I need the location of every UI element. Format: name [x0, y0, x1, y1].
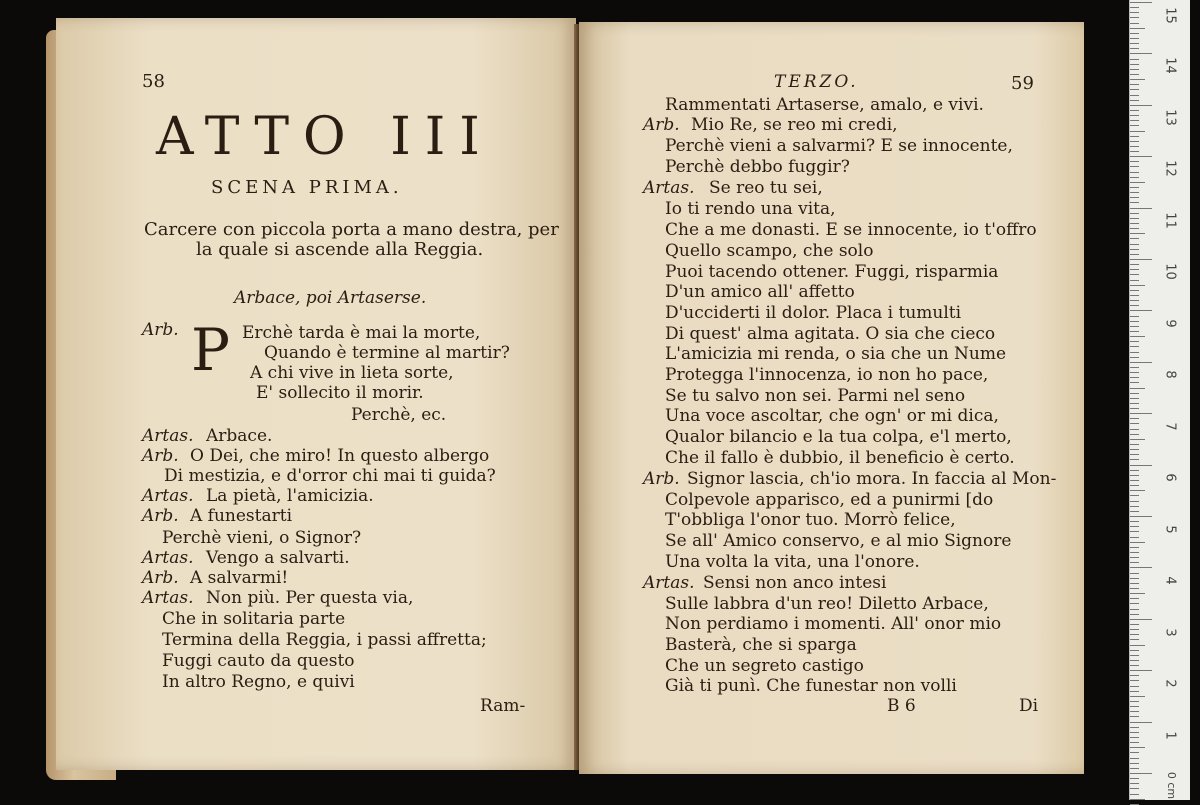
verse-line: Vengo a salvarti.: [206, 548, 350, 568]
ruler-tick: [1130, 603, 1139, 604]
ruler-tick: [1130, 537, 1139, 538]
ruler-tick: [1130, 100, 1139, 101]
ruler-tick: [1130, 357, 1139, 358]
ruler-tick: [1130, 614, 1139, 615]
verse-line: L'amicizia mi renda, o sia che un Nume: [665, 344, 1007, 364]
ruler-tick: [1130, 125, 1139, 126]
ruler-tick: [1130, 346, 1139, 347]
verse-line: Puoi tacendo ottener. Fuggi, risparmia: [665, 262, 999, 282]
ruler-tick: [1130, 2, 1152, 3]
ruler-tick: [1130, 331, 1139, 332]
ruler-tick: [1130, 161, 1139, 162]
verse-line: Termina della Reggia, i passi affretta;: [162, 630, 487, 650]
ruler-tick: [1130, 567, 1152, 568]
ruler-tick: [1130, 454, 1139, 455]
speaker-label: Arb.: [142, 506, 179, 526]
ruler-tick: [1130, 675, 1139, 676]
ruler-tick: [1130, 768, 1139, 769]
ruler-tick: [1130, 660, 1139, 661]
verse-line: Già ti punì. Che funestar non volli: [665, 676, 957, 696]
catchword: Ram-: [480, 696, 526, 716]
ruler-tick: [1130, 197, 1139, 198]
ruler-label: 4: [1162, 576, 1178, 585]
verse-line: Se all' Amico conservo, e al mio Signore: [665, 531, 1012, 551]
ruler-tick: [1130, 367, 1139, 368]
ruler-label: 2: [1162, 679, 1178, 688]
ruler-tick: [1130, 670, 1152, 671]
ruler-tick: [1130, 459, 1139, 460]
ruler-tick: [1130, 598, 1139, 599]
ruler-tick: [1130, 562, 1139, 563]
ruler-tick: [1130, 521, 1139, 522]
ruler-tick: [1130, 28, 1145, 29]
ruler-tick: [1130, 752, 1139, 753]
ruler-tick: [1130, 783, 1139, 784]
ruler-tick: [1130, 249, 1139, 250]
ruler-tick: [1130, 79, 1145, 80]
ruler-tick: [1130, 310, 1152, 311]
verse-line: A chi vive in lieta sorte,: [250, 363, 454, 383]
ruler-tick: [1130, 69, 1139, 70]
verse-line: Quello scampo, che solo: [665, 241, 874, 261]
speaker-label: Artas.: [643, 573, 695, 593]
stage-direction-line-1: Carcere con piccola porta a mano destra, per: [144, 219, 559, 240]
ruler-tick: [1130, 434, 1139, 435]
left-page: [56, 18, 576, 770]
verse-line: Non più. Per questa via,: [206, 588, 414, 608]
ruler-tick: [1130, 280, 1139, 281]
stage-direction-line-2: la quale si ascende alla Reggia.: [196, 239, 484, 260]
ruler-tick: [1130, 449, 1139, 450]
ruler-tick: [1130, 403, 1139, 404]
ruler-tick: [1130, 444, 1139, 445]
ruler-tick: [1130, 105, 1152, 106]
verse-line: Mio Re, se reo mi credi,: [691, 115, 898, 135]
ruler-tick: [1130, 377, 1139, 378]
ruler-tick: [1130, 609, 1139, 610]
drop-cap: P: [191, 316, 231, 384]
ruler-tick: [1130, 588, 1139, 589]
left-page-number: 58: [142, 71, 165, 92]
ruler-tick: [1130, 59, 1139, 60]
ruler-tick: [1130, 480, 1139, 481]
ruler-tick: [1130, 341, 1139, 342]
ruler-tick: [1130, 629, 1139, 630]
ruler-tick: [1130, 156, 1152, 157]
ruler-tick: [1130, 295, 1139, 296]
ruler-tick: [1130, 465, 1152, 466]
ruler-tick: [1130, 439, 1145, 440]
ruler-tick: [1130, 583, 1139, 584]
verse-line: E' sollecito il morir.: [256, 383, 424, 403]
ruler-tick: [1130, 655, 1139, 656]
verse-line: Signor lascia, ch'io mora. In faccia al Mon-: [687, 469, 1057, 489]
ruler-tick: [1130, 501, 1139, 502]
ruler-tick: [1130, 182, 1145, 183]
ruler-tick: [1130, 192, 1139, 193]
speaker-label: Arb.: [142, 568, 179, 588]
ruler-tick: [1130, 218, 1139, 219]
verse-line: Arbace.: [206, 426, 273, 446]
ruler-tick: [1130, 701, 1139, 702]
running-head: TERZO.: [774, 72, 859, 92]
open-book: [46, 10, 1091, 780]
ruler-tick: [1130, 495, 1139, 496]
ruler-tick: [1130, 388, 1145, 389]
ruler-tick: [1130, 321, 1139, 322]
verse-line: Che il fallo è dubbio, il beneficio è certo.: [665, 448, 1015, 468]
ruler-label: 12: [1162, 160, 1178, 177]
verse-line: Una volta la vita, una l'onore.: [665, 552, 920, 572]
ruler-tick: [1130, 788, 1139, 789]
characters-line: Arbace, poi Artaserse.: [234, 288, 427, 308]
ruler-tick: [1130, 166, 1139, 167]
ruler-tick: [1130, 326, 1139, 327]
ruler-tick: [1130, 17, 1139, 18]
ruler-tick: [1130, 763, 1139, 764]
verse-line: Di quest' alma agitata. O sia che cieco: [665, 324, 996, 344]
scene-title: SCENA PRIMA.: [211, 177, 403, 198]
ruler-tick: [1130, 95, 1139, 96]
verse-line: Qualor bilancio e la tua colpa, e'l merto,: [665, 427, 1012, 447]
ruler-tick: [1130, 619, 1152, 620]
verse-line: Che a me donasti. E se innocente, io t'offro: [665, 220, 1037, 240]
ruler-tick: [1130, 43, 1139, 44]
ruler-tick: [1130, 542, 1145, 543]
ruler-tick: [1130, 336, 1145, 337]
ruler-tick: [1130, 398, 1139, 399]
ruler-tick: [1130, 33, 1139, 34]
ruler-tick: [1130, 732, 1139, 733]
ruler-tick: [1130, 506, 1139, 507]
ruler-label: 5: [1162, 525, 1178, 534]
ruler-tick: [1130, 285, 1145, 286]
measuring-ruler: [1129, 0, 1190, 800]
ruler-tick: [1130, 7, 1139, 8]
ruler-tick: [1130, 634, 1139, 635]
speaker-label: Artas.: [142, 426, 194, 446]
verse-line: Erchè tarda è mai la morte,: [242, 323, 481, 343]
verse-line: D'ucciderti il dolor. Placa i tumulti: [665, 303, 962, 323]
ruler-tick: [1130, 187, 1139, 188]
ruler-tick: [1130, 696, 1145, 697]
ruler-tick: [1130, 490, 1145, 491]
verse-line: Se reo tu sei,: [709, 178, 823, 198]
ruler-tick: [1130, 593, 1145, 594]
signature-mark: B 6: [887, 696, 916, 716]
ruler-tick: [1130, 274, 1139, 275]
ruler-tick: [1130, 290, 1139, 291]
verse-line: O Dei, che miro! In questo albergo: [190, 446, 490, 466]
ruler-label: 7: [1162, 422, 1178, 431]
verse-line: Rammentati Artaserse, amalo, e vivi.: [665, 95, 984, 115]
ruler-tick: [1130, 413, 1152, 414]
ruler-tick: [1130, 372, 1139, 373]
speaker-label: Artas.: [142, 588, 194, 608]
ruler-tick: [1130, 269, 1139, 270]
ruler-label: 8: [1162, 370, 1178, 379]
ruler-tick: [1130, 259, 1152, 260]
ruler-tick: [1130, 254, 1139, 255]
verse-line: A funestarti: [190, 506, 293, 526]
speaker-label: Artas.: [643, 178, 695, 198]
ruler-tick: [1130, 737, 1139, 738]
ruler-tick: [1130, 362, 1152, 363]
ruler-tick: [1130, 151, 1139, 152]
ruler-tick: [1130, 639, 1139, 640]
verse-line: D'un amico all' affetto: [665, 282, 855, 302]
ruler-tick: [1130, 238, 1139, 239]
verse-line: Che un segreto castigo: [665, 656, 864, 676]
ruler-tick: [1130, 110, 1139, 111]
ruler-tick: [1130, 89, 1139, 90]
ruler-label: 9: [1162, 319, 1178, 328]
ruler-tick: [1130, 23, 1139, 24]
ruler-tick: [1130, 202, 1139, 203]
ruler-tick: [1130, 115, 1139, 116]
act-title: ATTO III: [156, 107, 494, 167]
ruler-tick: [1130, 531, 1139, 532]
ruler-tick: [1130, 12, 1139, 13]
ruler-tick: [1130, 742, 1139, 743]
ruler-tick: [1130, 516, 1152, 517]
ruler-label: 13: [1162, 109, 1178, 126]
ruler-tick: [1130, 244, 1139, 245]
verse-line: Perchè vieni a salvarmi? E se innocente,: [665, 136, 1013, 156]
ruler-label: 15: [1162, 7, 1178, 24]
ruler-label: 6: [1162, 473, 1178, 482]
ruler-tick: [1130, 578, 1139, 579]
ruler-unit: 0 cm: [1165, 771, 1179, 800]
ruler-tick: [1130, 84, 1139, 85]
ruler-tick: [1130, 794, 1139, 795]
speaker-label: Arb.: [142, 320, 179, 340]
ruler-tick: [1130, 778, 1139, 779]
ruler-tick: [1130, 773, 1152, 774]
ruler-tick: [1130, 393, 1139, 394]
ruler-tick: [1130, 691, 1139, 692]
verse-line: Protegga l'innocenza, io non ho pace,: [665, 365, 989, 385]
ruler-tick: [1130, 716, 1139, 717]
ruler-label: 11: [1162, 212, 1178, 229]
ruler-tick: [1130, 686, 1139, 687]
ruler-tick: [1130, 352, 1139, 353]
ruler-tick: [1130, 758, 1139, 759]
ruler-tick: [1130, 141, 1139, 142]
ruler-tick: [1130, 747, 1145, 748]
speaker-label: Arb.: [643, 469, 680, 489]
verse-line: Fuggi cauto da questo: [162, 651, 355, 671]
ruler-tick: [1130, 38, 1139, 39]
ruler-label: 3: [1162, 628, 1178, 637]
ruler-tick: [1130, 485, 1139, 486]
verse-line: Sensi non anco intesi: [703, 573, 887, 593]
ruler-tick: [1130, 645, 1145, 646]
ruler-tick: [1130, 213, 1139, 214]
verse-line: La pietà, l'amicizia.: [206, 486, 374, 506]
verse-line: Colpevole apparisco, ed a punirmi [do: [665, 490, 994, 510]
ruler-tick: [1130, 136, 1139, 137]
ruler-tick: [1130, 418, 1139, 419]
ruler-tick: [1130, 665, 1139, 666]
ruler-tick: [1130, 624, 1139, 625]
ruler-tick: [1130, 511, 1139, 512]
ruler-tick: [1130, 131, 1145, 132]
ruler-tick: [1130, 177, 1139, 178]
ruler-tick: [1130, 223, 1139, 224]
ruler-tick: [1130, 120, 1139, 121]
right-page: [579, 22, 1084, 774]
ruler-tick: [1130, 382, 1139, 383]
ruler-tick: [1130, 408, 1139, 409]
ruler-tick: [1130, 305, 1139, 306]
verse-line: Perchè vieni, o Signor?: [162, 528, 362, 548]
ruler-tick: [1130, 552, 1139, 553]
ruler-label: 1: [1162, 731, 1178, 740]
ruler-label: 10: [1162, 263, 1178, 280]
ruler-tick: [1130, 48, 1139, 49]
ruler-tick: [1130, 470, 1139, 471]
ruler-tick: [1130, 557, 1139, 558]
verse-line: A salvarmi!: [190, 568, 289, 588]
catchword: Di: [1019, 696, 1039, 716]
verse-line: Di mestizia, e d'orror chi mai ti guida?: [164, 466, 496, 486]
ruler-tick: [1130, 650, 1139, 651]
verse-line: Basterà, che si sparga: [665, 635, 857, 655]
ruler-tick: [1130, 64, 1139, 65]
ruler-tick: [1130, 429, 1139, 430]
ruler-tick: [1130, 53, 1152, 54]
speaker-label: Arb.: [643, 115, 680, 135]
verse-line: Una voce ascoltar, che ogn' or mi dica,: [665, 406, 999, 426]
verse-line: T'obbliga l'onor tuo. Morrò felice,: [665, 510, 956, 530]
verse-line: Che in solitaria parte: [162, 609, 346, 629]
verse-line: Perchè, ec.: [351, 405, 447, 425]
ruler-tick: [1130, 74, 1139, 75]
ruler-tick: [1130, 547, 1139, 548]
ruler-tick: [1130, 680, 1139, 681]
ruler-tick: [1130, 316, 1139, 317]
ruler-tick: [1130, 423, 1139, 424]
ruler-tick: [1130, 706, 1139, 707]
verse-line: Perchè debbo fuggir?: [665, 157, 850, 177]
ruler-tick: [1130, 727, 1139, 728]
ruler-tick: [1130, 475, 1139, 476]
verse-line: Se tu salvo non sei. Parmi nel seno: [665, 386, 966, 406]
verse-line: In altro Regno, e quivi: [162, 672, 355, 692]
ruler-tick: [1130, 233, 1145, 234]
verse-line: Sulle labbra d'un reo! Diletto Arbace,: [665, 594, 989, 614]
speaker-label: Artas.: [142, 486, 194, 506]
ruler-tick: [1130, 264, 1139, 265]
ruler-tick: [1130, 146, 1139, 147]
ruler-tick: [1130, 300, 1139, 301]
verse-line: Non perdiamo i momenti. All' onor mio: [665, 614, 1002, 634]
ruler-tick: [1130, 172, 1139, 173]
speaker-label: Artas.: [142, 548, 194, 568]
ruler-tick: [1130, 573, 1139, 574]
ruler-label: 14: [1162, 57, 1178, 74]
ruler-tick: [1130, 526, 1139, 527]
speaker-label: Arb.: [142, 446, 179, 466]
ruler-tick: [1130, 722, 1152, 723]
verse-line: Quando è termine al martir?: [264, 343, 510, 363]
verse-line: Io ti rendo una vita,: [665, 199, 836, 219]
ruler-tick: [1130, 711, 1139, 712]
ruler-tick: [1130, 208, 1152, 209]
ruler-tick: [1130, 228, 1139, 229]
right-page-number: 59: [1011, 73, 1034, 94]
